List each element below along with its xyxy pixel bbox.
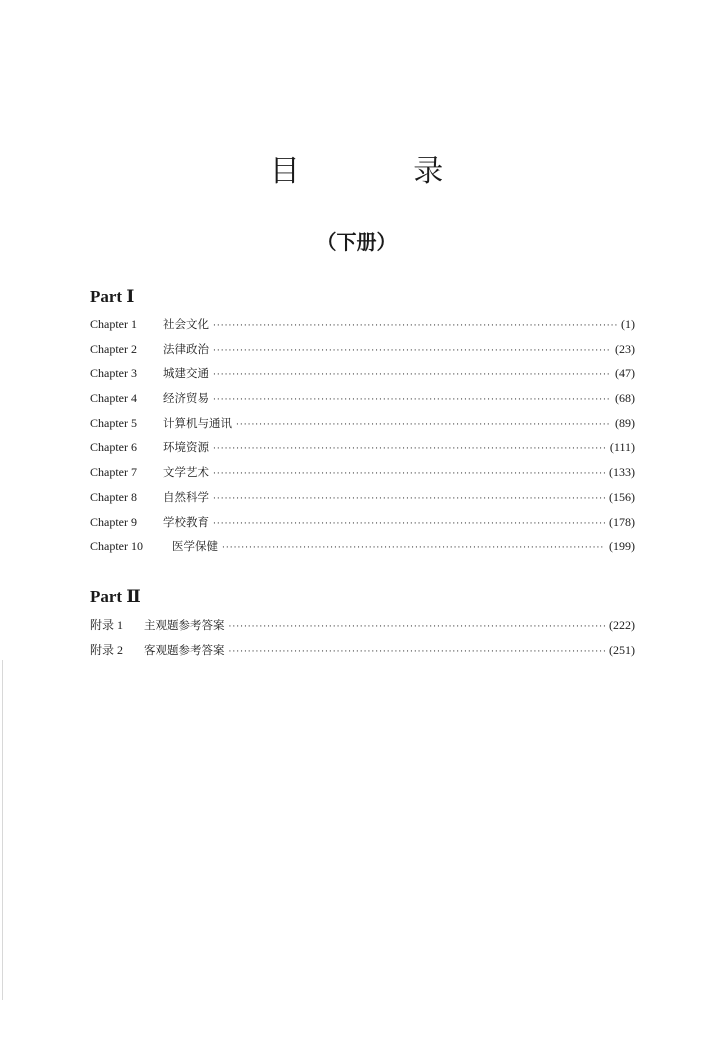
toc-entry-label: 附录 2 — [90, 642, 124, 657]
toc-entry-label: Chapter 8 — [90, 489, 137, 504]
toc-entry-title: 自然科学 — [163, 489, 209, 504]
dot-leader — [213, 370, 611, 380]
dot-leader — [213, 469, 605, 479]
toc-entry-label: Chapter 1 — [90, 317, 137, 331]
toc-entry-page: (156) — [609, 489, 635, 504]
part-2-toc-list — [90, 616, 635, 665]
toc-entry-title: 客观题参考答案 — [144, 642, 225, 657]
toc-entry-page: (23) — [615, 341, 635, 356]
page-subtitle: （下册） — [316, 230, 397, 254]
toc-entry-title: 法律政治 — [163, 341, 209, 356]
toc-entry-page: (68) — [615, 391, 635, 406]
toc-entry-title: 社会文化 — [163, 317, 209, 331]
dot-leader — [222, 543, 605, 553]
toc-entry-page: (178) — [609, 514, 635, 529]
toc-entry-label: Chapter 7 — [90, 465, 137, 480]
dot-leader — [213, 346, 611, 356]
toc-entry-appendix-1[interactable] — [90, 616, 635, 641]
toc-entry-appendix-2[interactable] — [90, 641, 635, 666]
dot-leader — [236, 420, 611, 430]
page-title: 目 录 — [269, 154, 496, 189]
toc-entry-page: (1) — [621, 317, 635, 331]
toc-entry-chapter-3[interactable] — [90, 365, 635, 390]
toc-entry-chapter-6[interactable] — [90, 439, 635, 464]
part-1-toc-list — [90, 316, 635, 563]
dot-leader — [213, 519, 605, 529]
toc-entry-chapter-1[interactable] — [90, 316, 635, 341]
toc-entry-chapter-2[interactable] — [90, 341, 635, 366]
toc-entry-chapter-4[interactable] — [90, 390, 635, 415]
toc-entry-title: 医学保健 — [172, 539, 218, 554]
toc-entry-page: (47) — [615, 366, 635, 381]
toc-entry-title: 主观题参考答案 — [144, 618, 225, 632]
toc-entry-page: (222) — [609, 618, 635, 632]
toc-entry-label: Chapter 3 — [90, 366, 137, 381]
toc-entry-title: 计算机与通讯 — [163, 415, 232, 430]
toc-entry-label: Chapter 4 — [90, 391, 137, 406]
dot-leader — [229, 647, 606, 657]
part-2-heading: Part Ⅱ — [90, 587, 141, 606]
toc-entry-chapter-8[interactable] — [90, 489, 635, 514]
part-1-heading: Part Ⅰ — [90, 287, 135, 306]
dot-leader — [213, 321, 617, 331]
dot-leader — [229, 622, 606, 632]
toc-entry-page: (199) — [609, 539, 635, 554]
scan-margin-line — [2, 660, 3, 1000]
toc-entry-title: 学校教育 — [163, 514, 209, 529]
toc-entry-page: (111) — [609, 440, 635, 455]
toc-entry-chapter-5[interactable] — [90, 415, 635, 440]
dot-leader — [213, 494, 605, 504]
toc-entry-page: (89) — [615, 415, 635, 430]
toc-entry-chapter-9[interactable] — [90, 514, 635, 539]
toc-entry-label: Chapter 10 — [90, 539, 143, 554]
toc-entry-label: Chapter 6 — [90, 440, 137, 455]
toc-entry-label: Chapter 5 — [90, 415, 137, 430]
toc-entry-label: Chapter 2 — [90, 341, 137, 356]
dot-leader — [213, 395, 611, 405]
dot-leader — [213, 444, 606, 454]
toc-entry-title: 文学艺术 — [163, 465, 209, 480]
toc-entry-title: 经济贸易 — [163, 391, 209, 406]
toc-entry-title: 城建交通 — [163, 366, 209, 381]
toc-entry-chapter-10[interactable] — [90, 538, 635, 563]
toc-entry-page: (133) — [609, 465, 635, 480]
toc-entry-chapter-7[interactable] — [90, 464, 635, 489]
toc-entry-page: (251) — [609, 642, 635, 657]
toc-entry-label: Chapter 9 — [90, 514, 137, 529]
toc-entry-label: 附录 1 — [90, 618, 124, 632]
toc-entry-title: 环境资源 — [163, 440, 209, 455]
